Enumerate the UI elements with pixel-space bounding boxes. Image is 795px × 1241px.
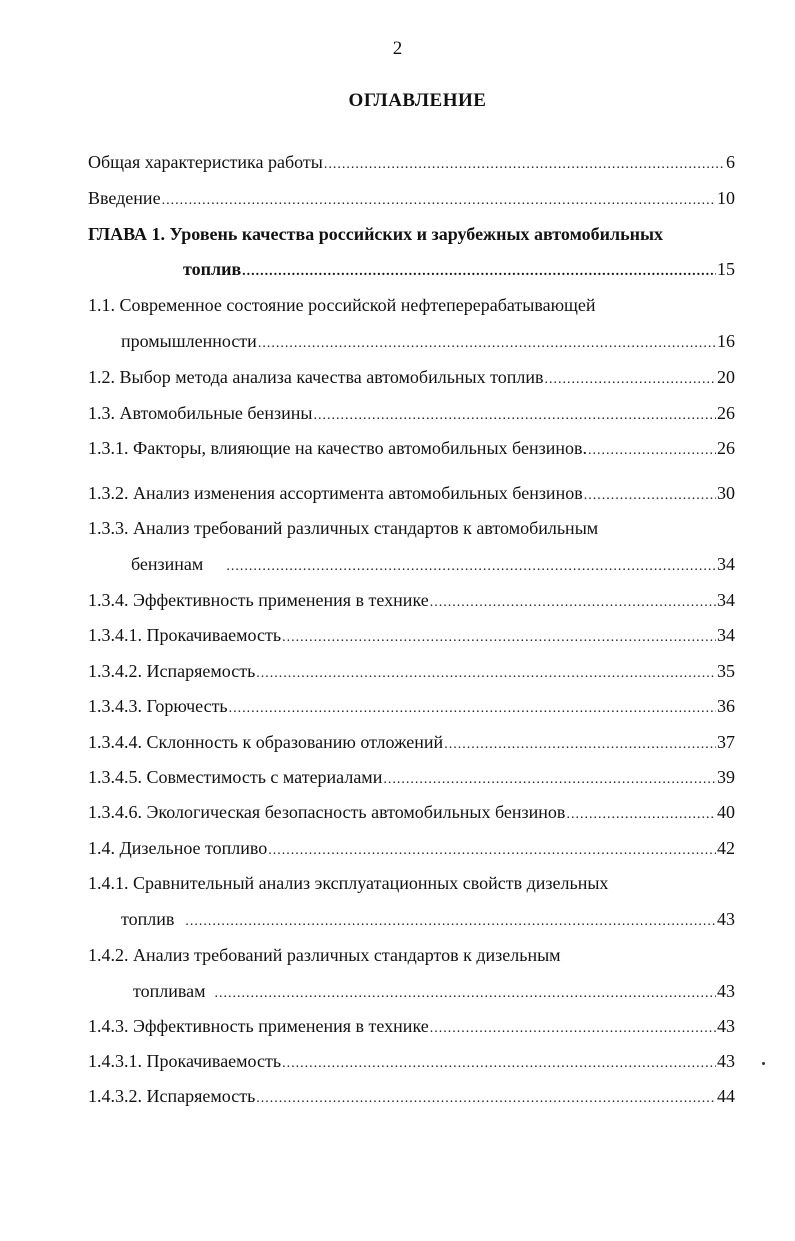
toc-entry-page: 26 (717, 438, 735, 458)
toc-entry-page: 10 (717, 188, 735, 208)
toc-entry-page: 26 (717, 403, 735, 423)
toc-entry[interactable] (88, 1050, 735, 1075)
toc-entry-page: 43 (717, 909, 735, 929)
toc-entry[interactable] (121, 330, 735, 355)
dot-leader (229, 698, 716, 720)
dot-leader (162, 190, 716, 212)
toc-entry[interactable] (88, 837, 735, 862)
toc-entry-page: 15 (717, 259, 735, 279)
toc-entry[interactable] (183, 258, 735, 283)
dot-leader (282, 627, 716, 649)
toc-entry-line1[interactable]: 1.3.3. Анализ требований различных стандартов к автомобильным (88, 518, 599, 538)
toc-entry[interactable] (88, 187, 735, 212)
toc-entry-page: 16 (717, 331, 735, 351)
dot-leader (584, 485, 716, 507)
toc-entry-label: 1.3.1. Факторы, влияющие на качество автомобильных бензинов. (88, 438, 587, 458)
toc-entry-page: 43 (717, 1051, 735, 1071)
toc-entry[interactable] (88, 801, 735, 826)
toc-entry-line1[interactable]: 1.1. Современное состояние российской нефтеперерабатывающей (88, 295, 596, 315)
toc-entry-label: 1.4.3.2. Испаряемость (88, 1086, 256, 1106)
dot-leader (444, 734, 716, 756)
toc-entry-page: 36 (717, 696, 735, 716)
dot-leader (383, 769, 716, 791)
dot-leader (215, 983, 716, 1005)
dot-leader (268, 840, 716, 862)
page-title: ОГЛАВЛЕНИЕ (348, 90, 487, 111)
toc-entry[interactable] (88, 624, 735, 649)
dot-leader (313, 405, 716, 427)
toc-entry[interactable] (88, 660, 735, 685)
toc-entry[interactable] (88, 731, 735, 756)
dot-leader (242, 261, 716, 283)
toc-entry-label: 1.3.4.6. Экологическая безопасность автомобильных бензинов (88, 802, 566, 822)
toc-entry-label: промышленности (121, 331, 257, 351)
toc-entry-label: бензинам (131, 554, 204, 574)
toc-entry-label: топливам (133, 981, 206, 1001)
toc-entry-page: 40 (717, 802, 735, 822)
toc-entry-line1[interactable]: 1.4.2. Анализ требований различных стандартов к дизельным (88, 945, 561, 965)
toc-entry-label: 1.4.3.1. Прокачиваемость (88, 1051, 282, 1071)
dot-leader (545, 369, 716, 391)
toc-entry[interactable] (88, 589, 735, 614)
dot-leader (258, 333, 716, 355)
toc-entry[interactable] (88, 1085, 735, 1110)
dot-leader (430, 592, 716, 614)
toc-entry-label: 1.3.2. Анализ изменения ассортимента автомобильных бензинов (88, 483, 583, 503)
dot-leader (324, 154, 725, 176)
toc-entry-label: 1.3.4. Эффективность применения в технике (88, 590, 429, 610)
toc-entry[interactable] (88, 482, 735, 507)
toc-entry-page: 37 (717, 732, 735, 752)
toc-entry-label: 1.3.4.1. Прокачиваемость (88, 625, 282, 645)
toc-entry-label: топлив (183, 259, 242, 279)
toc-entry[interactable] (133, 980, 735, 1005)
toc-entry-label: топлив (121, 909, 175, 929)
toc-entry-page: 35 (717, 661, 735, 681)
toc-entry[interactable] (88, 695, 735, 720)
toc-entry[interactable] (88, 437, 735, 462)
toc-entry-page: 44 (717, 1086, 735, 1106)
toc-entry-label: 1.4. Дизельное топливо (88, 838, 268, 858)
dot-leader (566, 804, 716, 826)
toc-entry-label: 1.4.3. Эффективность применения в технике (88, 1016, 429, 1036)
page-number: 2 (392, 38, 403, 59)
toc-entry[interactable] (88, 1015, 735, 1040)
toc-entry[interactable] (88, 766, 735, 791)
dot-leader (185, 911, 716, 933)
dot-leader (226, 556, 716, 578)
toc-entry-page: 42 (717, 838, 735, 858)
dot-leader (588, 440, 716, 462)
dot-leader (430, 1018, 716, 1040)
toc-entry-page: 43 (717, 1016, 735, 1036)
toc-entry-page: 20 (717, 367, 735, 387)
dot-leader (256, 1088, 716, 1110)
toc-chapter-heading[interactable]: ГЛАВА 1. Уровень качества российских и зарубежных автомобильных (88, 224, 664, 244)
toc-entry-label: 1.2. Выбор метода анализа качества автомобильных топлив (88, 367, 544, 387)
toc-entry-label: Введение (88, 188, 161, 208)
scan-speck (762, 1062, 765, 1065)
toc-entry-line1[interactable]: 1.4.1. Сравнительный анализ эксплуатационных свойств дизельных (88, 873, 609, 893)
toc-entry[interactable] (131, 553, 735, 578)
dot-leader (282, 1053, 716, 1075)
toc-entry-page: 34 (717, 554, 735, 574)
toc-entry-page: 34 (717, 590, 735, 610)
toc-entry-label: Общая характеристика работы (88, 152, 323, 172)
toc-entry[interactable] (88, 402, 735, 427)
dot-leader (256, 663, 716, 685)
toc-entry-label: 1.3.4.4. Склонность к образованию отложений (88, 732, 444, 752)
toc-entry[interactable] (88, 366, 735, 391)
toc-entry-page: 6 (726, 152, 735, 172)
toc-entry-label: 1.3.4.2. Испаряемость (88, 661, 256, 681)
toc-entry-page: 34 (717, 625, 735, 645)
toc-entry-label: 1.3.4.3. Горючесть (88, 696, 228, 716)
toc-entry[interactable] (121, 908, 735, 933)
toc-entry-label: 1.3.4.5. Совместимость с материалами (88, 767, 383, 787)
toc-entry-page: 39 (717, 767, 735, 787)
toc-entry-label: 1.3. Автомобильные бензины (88, 403, 313, 423)
toc-entry-page: 43 (717, 981, 735, 1001)
toc-entry[interactable] (88, 151, 735, 176)
toc-entry-page: 30 (717, 483, 735, 503)
